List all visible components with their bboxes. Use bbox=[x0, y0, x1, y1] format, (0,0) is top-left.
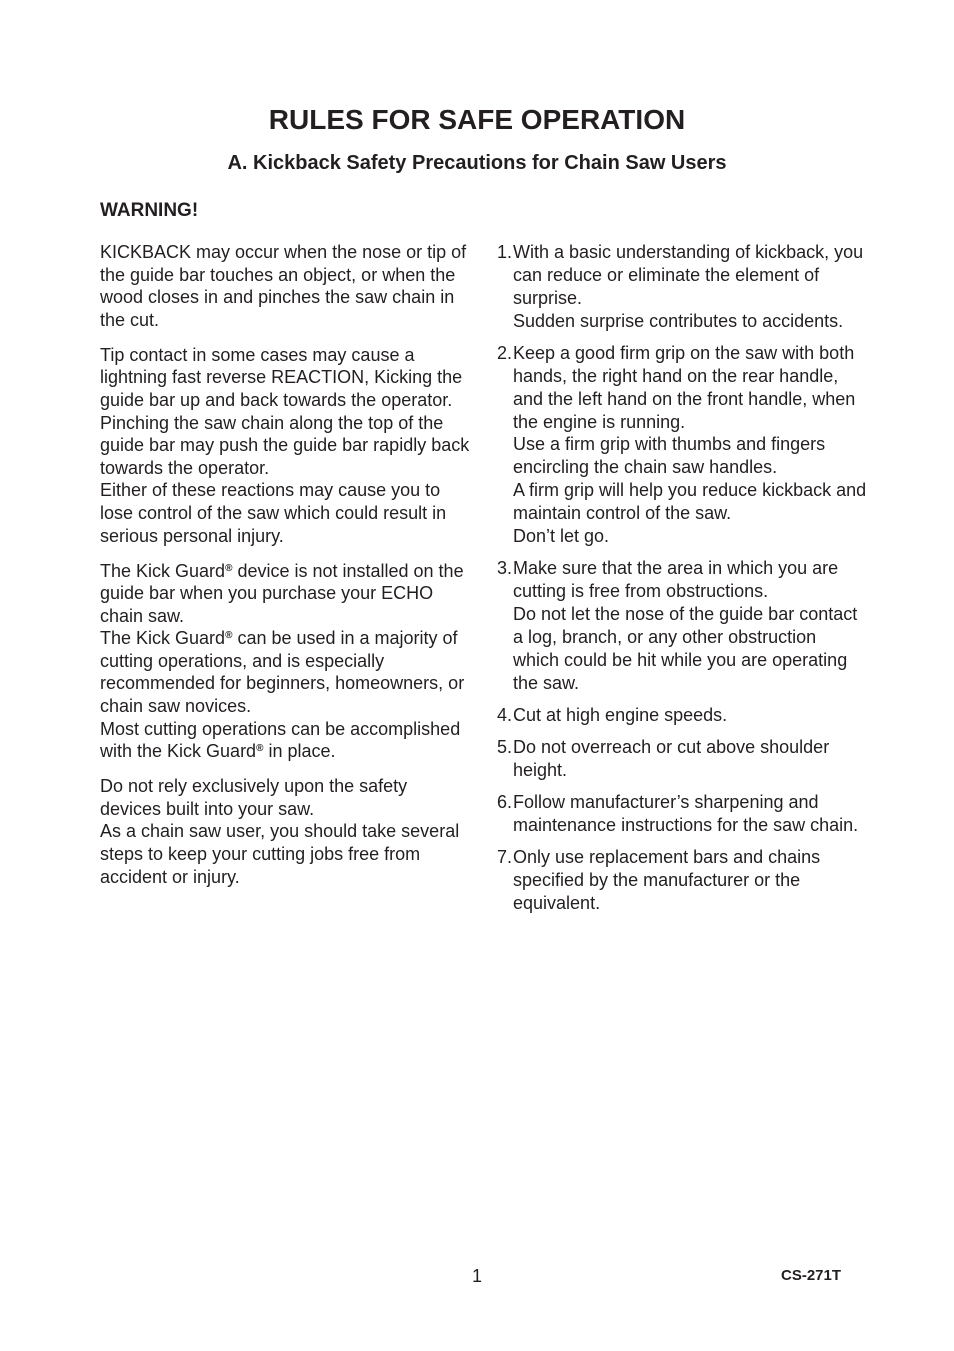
list-item-number: 3. bbox=[497, 558, 513, 579]
precautions-list bbox=[497, 241, 867, 924]
registered-mark: ® bbox=[225, 562, 233, 574]
registered-mark: ® bbox=[256, 743, 264, 755]
kick-guard-text: can be used in a majority of cutting operations, and is especially recommended for beginners, homeowners, or chain saw novices. bbox=[100, 628, 465, 717]
list-item bbox=[497, 342, 867, 548]
list-item-text: Sudden surprise contributes to accidents. bbox=[513, 310, 844, 331]
list-item-number: 1. bbox=[497, 242, 513, 262]
warning-heading: WARNING! bbox=[100, 200, 199, 221]
list-item-text: Only use replacement bars and chains specified by the manufacturer or the equivalent. bbox=[513, 846, 821, 913]
list-item-text: Use a firm grip with thumbs and fingers encircling the chain saw handles. bbox=[513, 434, 826, 478]
user-steps-text: As a chain saw user, you should take several steps to keep your cutting jobs free from accident or injury. bbox=[100, 821, 460, 887]
kick-guard-line-2 bbox=[100, 627, 472, 717]
registered-mark: ® bbox=[225, 630, 233, 642]
list-item-text: Do not let the nose of the guide bar contact a log, branch, or any other obstruction which could be hit while you are operating the saw. bbox=[513, 603, 858, 693]
page-title: RULES FOR SAFE OPERATION bbox=[268, 104, 686, 135]
page-number: 1 bbox=[471, 1266, 482, 1286]
list-item-text: Follow manufacturer’s sharpening and maintenance instructions for the saw chain. bbox=[513, 791, 859, 835]
list-item-text: Keep a good firm grip on the saw with both hands, the right hand on the rear handle, and the left hand on the front handle, when the engine is running. bbox=[513, 342, 856, 432]
list-item-number: 4. bbox=[497, 704, 513, 725]
list-item-number: 7. bbox=[497, 846, 513, 867]
safety-devices-paragraph bbox=[100, 775, 472, 888]
list-item bbox=[497, 557, 867, 694]
list-item-text: A firm grip will help you reduce kickback and maintain control of the saw. bbox=[513, 480, 867, 524]
list-item-text: Make sure that the area in which you are cutting is free from obstructions. bbox=[513, 558, 839, 602]
list-item-text: Do not overreach or cut above shoulder height. bbox=[513, 736, 830, 780]
kick-guard-line-1 bbox=[100, 560, 472, 628]
kick-guard-text: Most cutting operations can be accomplished with the Kick Guard bbox=[100, 718, 461, 762]
list-item-text: Don’t let go. bbox=[513, 526, 610, 547]
kick-guard-text: The Kick Guard bbox=[100, 560, 226, 581]
list-item bbox=[497, 704, 867, 727]
kickback-paragraph: KICKBACK may occur when the nose or tip of the guide bar touches an object, or when the wood closes in and pinches the saw chain in the cut. bbox=[100, 242, 467, 330]
section-subtitle: A. Kickback Safety Precautions for Chain Saw Users bbox=[227, 152, 727, 174]
reaction-paragraph bbox=[100, 344, 472, 547]
list-item bbox=[497, 846, 867, 915]
list-item-number: 2. bbox=[497, 342, 513, 363]
list-item-text: Cut at high engine speeds. bbox=[513, 704, 728, 725]
kick-guard-text: device is not installed on the guide bar when you purchase your ECHO chain saw. bbox=[100, 560, 464, 626]
list-item-text: With a basic understanding of kickback, you can reduce or eliminate the element of surprise. bbox=[513, 242, 864, 308]
kick-guard-line-3 bbox=[100, 718, 472, 763]
kick-guard-text: in place. bbox=[263, 741, 336, 762]
list-item bbox=[497, 241, 867, 333]
pinching-text: Pinching the saw chain along the top of the guide bar may push the guide bar rapidly back towards the operator. bbox=[100, 412, 470, 478]
list-item bbox=[497, 791, 867, 837]
lose-control-text: Either of these reactions may cause you to lose control of the saw which could result in serious personal injury. bbox=[100, 480, 447, 546]
tip-contact-text: Tip contact in some cases may cause a lightning fast reverse REACTION, Kicking the guide bar up and back towards the operator. bbox=[100, 344, 463, 410]
list-item-number: 6. bbox=[497, 791, 513, 812]
model-number: CS-271T bbox=[781, 1267, 842, 1284]
list-item bbox=[497, 736, 867, 782]
kick-guard-text: The Kick Guard bbox=[100, 628, 226, 649]
do-not-rely-text: Do not rely exclusively upon the safety devices built into your saw. bbox=[100, 776, 408, 819]
left-column bbox=[100, 241, 472, 901]
kick-guard-paragraph bbox=[100, 560, 472, 763]
list-item-number: 5. bbox=[497, 736, 513, 757]
